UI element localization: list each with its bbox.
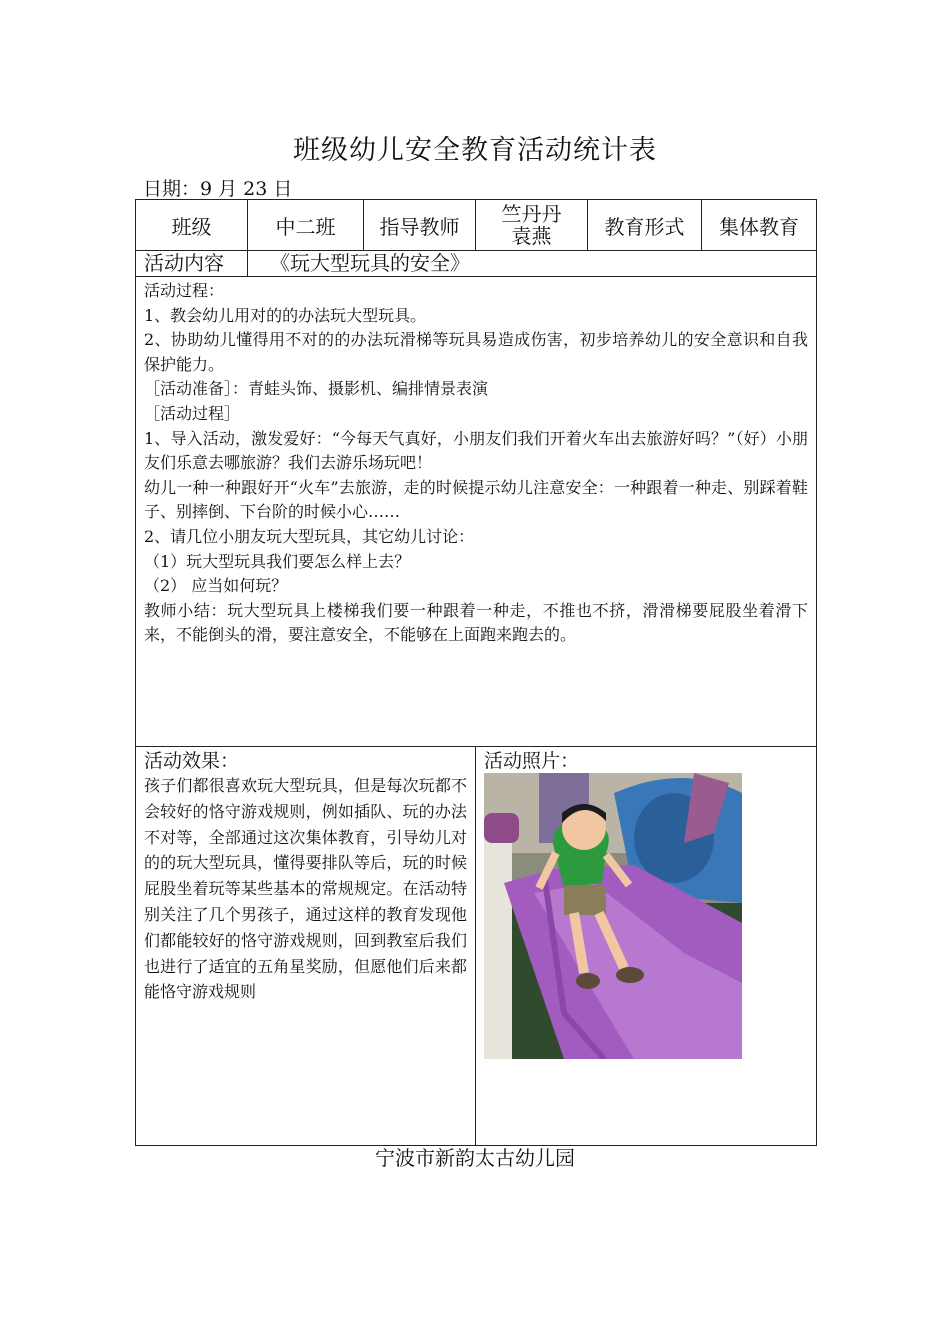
process-line: （2） 应当如何玩？ [144, 576, 288, 596]
process-summary: 教师小结：玩大型玩具上楼梯我们要一种跟着一种走，不推也不挤，滑滑梯要屁股坐着滑下来，不能倒头的滑，要注意安全，不能够在上面跑来跑去的。 [144, 600, 808, 645]
photo-label: 活动照片： [484, 750, 580, 772]
activity-form-table [135, 199, 817, 1146]
process-line: 2、请几位小朋友玩大型玩具，其它幼儿讨论： [144, 526, 475, 546]
teacher-name-2: 袁燕 [511, 224, 552, 248]
page-title: 班级幼儿安全教育活动统计表 [293, 135, 657, 166]
process-row [136, 277, 817, 747]
class-label: 班级 [136, 200, 248, 251]
form-value: 集体教育 [702, 200, 817, 251]
header-row [136, 200, 817, 251]
footer-school-name: 宁波市新韵太古幼儿园 [375, 1146, 575, 1170]
result-row [136, 747, 817, 1146]
class-value: 中二班 [248, 200, 364, 251]
teacher-names [476, 200, 588, 251]
effect-cell [136, 747, 476, 1146]
effect-text: 孩子们都很喜欢玩大型玩具，但是每次玩都不会较好的恪守游戏规则，例如插队、玩的办法不对等，全部通过这次集体教育，引导幼儿对的的玩大型玩具，懂得要排队等后，玩的时候屁股坐着玩等某些基本的常规规定。在活动特别关注了几个男孩子，通过这样的教育发现他们都能较好的恪守游戏规则，回到教室后我们也进行了适宜的五角星奖励，但愿他们后来都能恪守游戏规则 [144, 776, 467, 1002]
photo-cell [476, 747, 817, 1146]
process-line: 1、教会幼儿用对的的办法玩大型玩具。 [144, 305, 427, 325]
process-line: （1）玩大型玩具我们要怎么样上去？ [144, 551, 411, 571]
content-value: 《玩大型玩具的安全》 [248, 251, 817, 277]
process-line: ［活动过程］ [144, 403, 241, 423]
process-line: 幼儿一种一种跟好开“火车”去旅游，走的时候提示幼儿注意安全：一种跟着一种走、别踩着鞋子、别摔倒、下台阶的时候小心…… [144, 477, 808, 522]
photo-child-on-slide-icon [484, 773, 742, 1059]
content-label: 活动内容 [136, 251, 248, 277]
date-line: 日期：9 月 23 日 [143, 178, 293, 200]
content-row [136, 251, 817, 277]
effect-label: 活动效果： [144, 750, 240, 772]
process-line: 1、导入活动，激发爱好：“今每天气真好，小朋友们我们开着火车出去旅游好吗？”（好）小朋友们乐意去哪旅游？我们去游乐场玩吧！ [144, 428, 808, 473]
teacher-label: 指导教师 [364, 200, 476, 251]
process-heading: 活动过程： [144, 281, 225, 300]
form-label: 教育形式 [588, 200, 702, 251]
teacher-name-1: 竺丹丹 [501, 202, 562, 226]
process-cell [136, 277, 817, 747]
process-line: ［活动准备］：青蛙头饰、摄影机、编排情景表演 [144, 379, 489, 399]
process-line: 2、协助幼儿懂得用不对的的办法玩滑梯等玩具易造成伤害，初步培养幼儿的安全意识和自我保护能力。 [144, 330, 808, 374]
